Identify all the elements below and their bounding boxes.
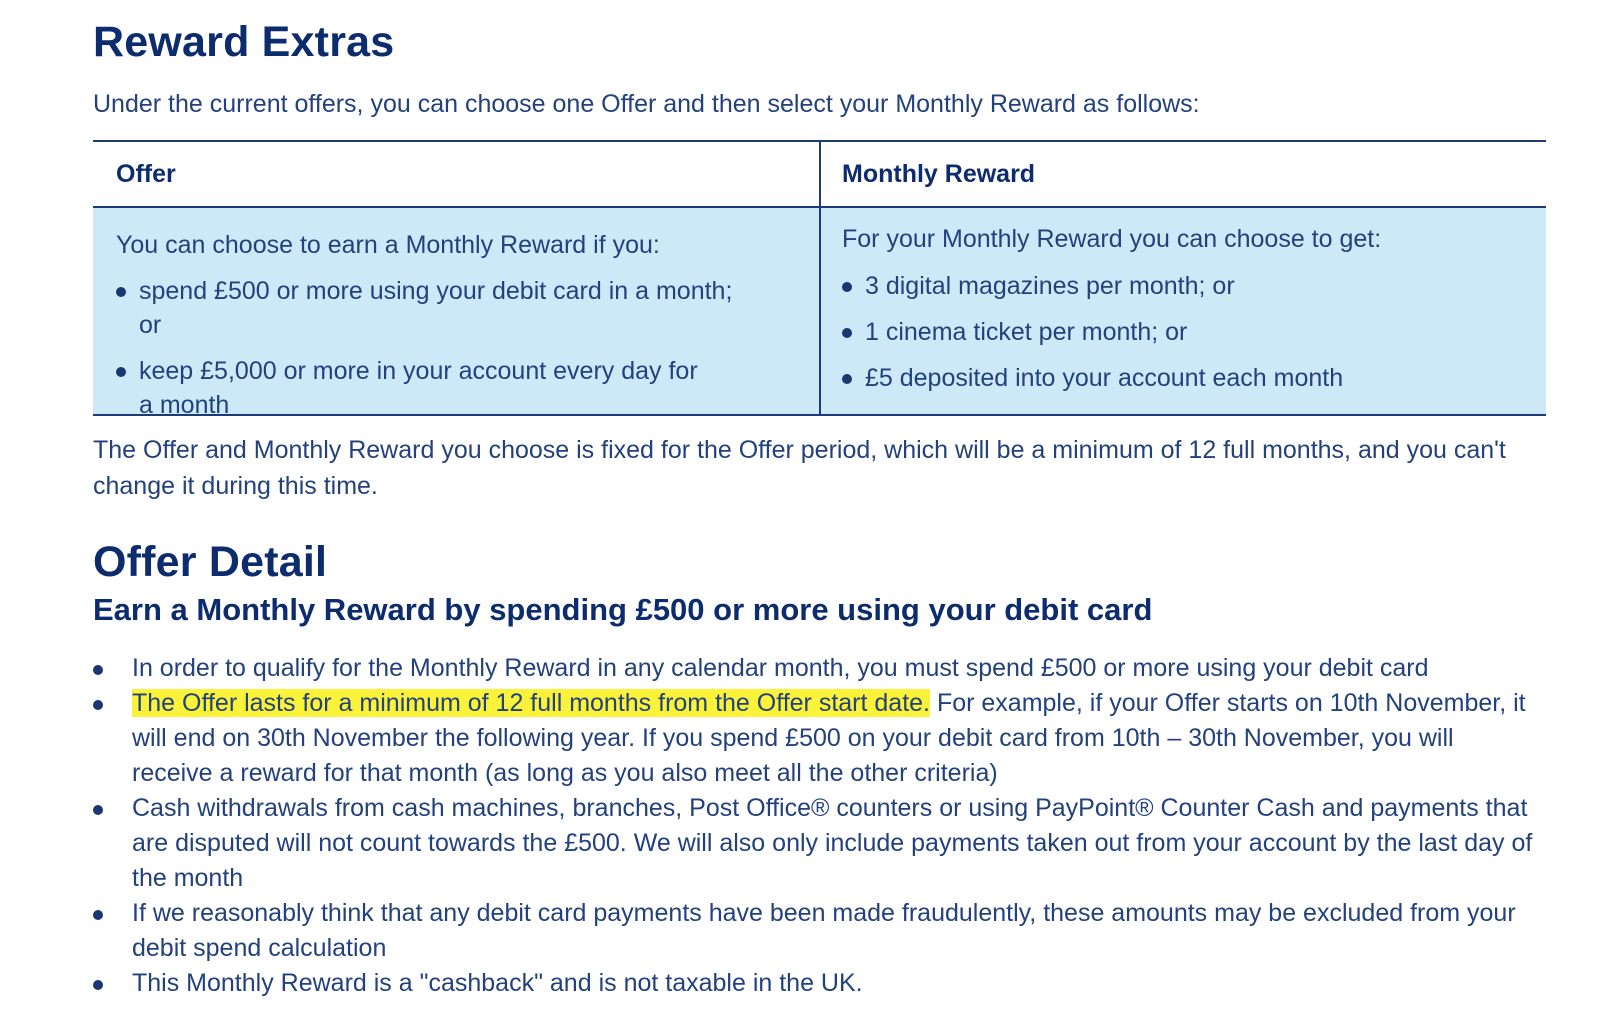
- offer-detail-item-text: This Monthly Reward is a "cashback" and is not taxable in the UK.: [132, 969, 863, 997]
- offer-detail-title: Offer Detail: [93, 538, 328, 586]
- offer-detail-subtitle: Earn a Monthly Reward by spending £500 or more using your debit card: [93, 592, 1153, 627]
- bullet-icon: [93, 910, 103, 920]
- reward-cell-item: [842, 269, 1522, 303]
- offer-detail-item-text: Cash withdrawals from cash machines, branches, Post Office® counters or using PayPoint® Counter Cash and payments that are disputed will not count towards the £500. We will also only include payments taken out from your account by the last day of the month: [132, 794, 1533, 892]
- offer-detail-item: [93, 896, 1538, 966]
- bullet-icon: [116, 367, 126, 377]
- reward-extras-intro: Under the current offers, you can choose one Offer and then select your Monthly Reward as follows:: [93, 90, 1200, 118]
- offer-detail-item: [93, 651, 1538, 686]
- offer-cell-list: [116, 274, 756, 434]
- offer-detail-item: [93, 686, 1538, 791]
- reward-cell-item: [842, 361, 1522, 395]
- offer-detail-item: [93, 791, 1542, 896]
- offer-cell-item-text: keep £5,000 or more in your account every day for a month: [139, 357, 698, 419]
- bullet-icon: [93, 980, 103, 990]
- highlighted-text: The Offer lasts for a minimum of 12 full months from the Offer start date.: [132, 689, 930, 717]
- table-header-monthly-reward: Monthly Reward: [842, 160, 1036, 188]
- offer-cell-item: [116, 354, 709, 422]
- bullet-icon: [842, 374, 852, 384]
- reward-cell-item: [842, 315, 1522, 349]
- reward-cell-item-text: 1 cinema ticket per month; or: [865, 318, 1188, 346]
- offer-cell-lead: You can choose to earn a Monthly Reward if you:: [116, 231, 660, 259]
- offer-detail-item: [93, 966, 1538, 1001]
- reward-extras-title: Reward Extras: [93, 18, 395, 66]
- offer-detail-list: [93, 651, 1538, 1001]
- bullet-icon: [93, 700, 103, 710]
- bullet-icon: [842, 282, 852, 292]
- offer-detail-item-text: In order to qualify for the Monthly Reward in any calendar month, you must spend £500 or more using your debit card: [132, 654, 1429, 682]
- offer-cell-item-text: spend £500 or more using your debit card in a month; or: [139, 277, 733, 339]
- offer-reward-table: [93, 140, 1546, 419]
- offer-detail-item-text: If we reasonably think that any debit card payments have been made fraudulently, these amounts may be excluded from your debit spend calculation: [132, 899, 1516, 962]
- offer-fixed-note: The Offer and Monthly Reward you choose is fixed for the Offer period, which will be a minimum of 12 full months, and you can't change it during this time.: [93, 436, 1506, 500]
- reward-cell-item-text: 3 digital magazines per month; or: [865, 272, 1235, 300]
- bullet-icon: [93, 665, 103, 675]
- reward-cell-lead: For your Monthly Reward you can choose to get:: [842, 225, 1382, 253]
- offer-cell-item: [116, 274, 756, 342]
- table-header-offer: Offer: [116, 160, 176, 188]
- reward-cell-item-text: £5 deposited into your account each month: [865, 364, 1344, 392]
- offer-detail-item-text: For example, if your Offer starts on 10th November, it will end on 30th November the following year. If you spend £500 on your debit card from 10th – 30th November, you will receive a reward for that month (as long as you also meet all the other criteria): [132, 689, 1526, 787]
- bullet-icon: [116, 287, 126, 297]
- reward-cell-list: [842, 269, 1522, 407]
- bullet-icon: [842, 328, 852, 338]
- bullet-icon: [93, 805, 103, 815]
- table-column-divider: [819, 142, 821, 414]
